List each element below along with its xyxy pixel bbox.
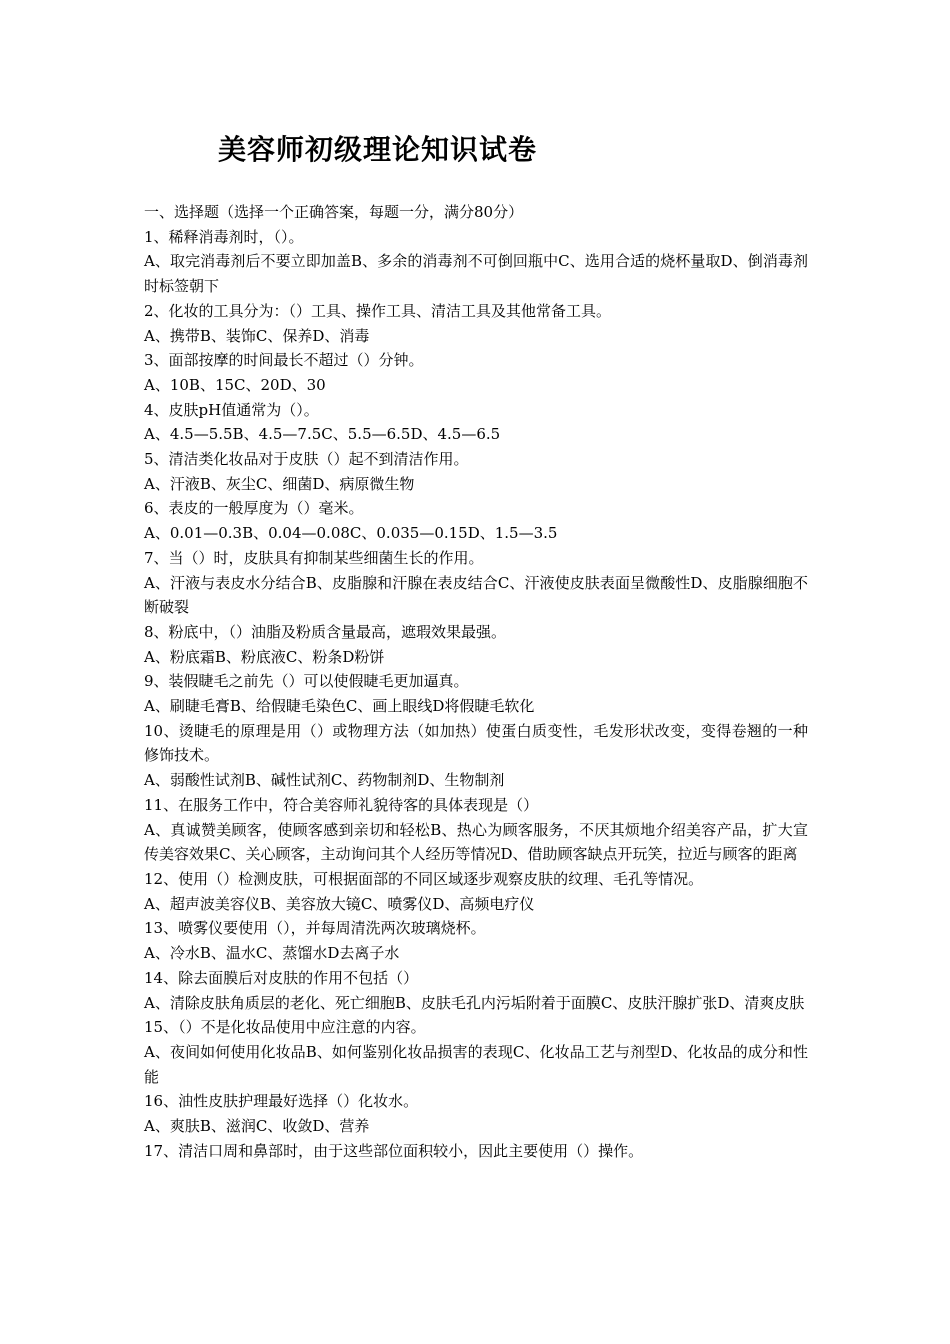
- question-options: A、4.5—5.5B、4.5—7.5C、5.5—6.5D、4.5—6.5: [144, 425, 501, 444]
- question-options: A、取完消毒剂后不要立即加盖B、多余的消毒剂不可倒回瓶中C、选用合适的烧杯量取D、倒消毒剂时标签朝下: [144, 252, 808, 296]
- question-options: A、清除皮肤角质层的老化、死亡细胞B、皮肤毛孔内污垢附着于面膜C、皮肤汗腺扩张D、清爽皮肤: [144, 993, 805, 1012]
- question-text: 3、面部按摩的时间最长不超过（）分钟。: [144, 351, 424, 370]
- question-text: 11、在服务工作中，符合美容师礼貌待客的具体表现是（）: [144, 795, 539, 814]
- question-text: 2、化妆的工具分为：（）工具、操作工具、清洁工具及其他常备工具。: [144, 301, 612, 320]
- question-text: 15、（）不是化妆品使用中应注意的内容。: [144, 1018, 426, 1037]
- question-options: A、弱酸性试剂B、碱性试剂C、药物制剂D、生物制剂: [144, 771, 505, 790]
- question-options: A、粉底霜B、粉底液C、粉条D粉饼: [144, 647, 385, 666]
- question-options: A、汗液B、灰尘C、细菌D、病原微生物: [144, 474, 415, 493]
- question-text: 14、除去面膜后对皮肤的作用不包括（）: [144, 968, 419, 987]
- question-options: A、真诚赞美顾客，使顾客感到亲切和轻松B、热心为顾客服务，不厌其烦地介绍美容产品，扩大宣传美容效果C、关心顾客，主动询问其个人经历等情况D、借助顾客缺点开玩笑，拉近与顾客的距离: [144, 820, 808, 864]
- question-text: 16、油性皮肤护理最好选择（）化妆水。: [144, 1092, 419, 1111]
- question-options: A、夜间如何使用化妆品B、如何鉴别化妆品损害的表现C、化妆品工艺与剂型D、化妆品的成分和性能: [144, 1042, 808, 1086]
- question-text: 9、装假睫毛之前先（）可以使假睫毛更加逼真。: [144, 672, 469, 691]
- question-text: 10、烫睫毛的原理是用（）或物理方法（如加热）使蛋白质变性，毛发形状改变，变得卷翘的一种修饰技术。: [144, 721, 808, 765]
- question-text: 8、粉底中，（）油脂及粉质含量最高，遮瑕效果最强。: [144, 622, 507, 641]
- question-text: 13、喷雾仪要使用（），并每周清洗两次玻璃烧杯。: [144, 919, 486, 938]
- question-options: A、超声波美容仪B、美容放大镜C、喷雾仪D、高频电疗仪: [144, 894, 535, 913]
- page-title: 美容师初级理论知识试卷: [218, 133, 538, 166]
- question-text: 7、当（）时，皮肤具有抑制某些细菌生长的作用。: [144, 548, 484, 567]
- question-text: 5、清洁类化妆品对于皮肤（）起不到清洁作用。: [144, 450, 469, 469]
- question-options: A、0.01—0.3B、0.04—0.08C、0.035—0.15D、1.5—3.5: [144, 524, 558, 543]
- question-text: 12、使用（）检测皮肤，可根据面部的不同区域逐步观察皮肤的纹理、毛孔等情况。: [144, 869, 704, 888]
- question-text: 4、皮肤pH值通常为（）。: [144, 400, 319, 419]
- question-options: A、10B、15C、20D、30: [144, 375, 326, 394]
- question-options: A、携带B、装饰C、保养D、消毒: [144, 326, 370, 345]
- exam-content: [144, 200, 808, 1163]
- section-heading: 一、选择题（选择一个正确答案，每题一分，满分80分）: [144, 203, 524, 221]
- question-text: 17、清洁口周和鼻部时，由于这些部位面积较小，因此主要使用（）操作。: [144, 1141, 644, 1160]
- question-options: A、刷睫毛膏B、给假睫毛染色C、画上眼线D将假睫毛软化: [144, 697, 535, 716]
- question-list: [144, 225, 808, 1164]
- question-text: 6、表皮的一般厚度为（）毫米。: [144, 499, 364, 518]
- question-options: A、冷水B、温水C、蒸馏水D去离子水: [144, 944, 400, 963]
- question-text: 1、稀释消毒剂时，（）。: [144, 227, 304, 246]
- question-options: A、爽肤B、滋润C、收敛D、营养: [144, 1117, 370, 1136]
- question-options: A、汗液与表皮水分结合B、皮脂腺和汗腺在表皮结合C、汗液使皮肤表面呈微酸性D、皮脂腺细胞不断破裂: [144, 573, 808, 617]
